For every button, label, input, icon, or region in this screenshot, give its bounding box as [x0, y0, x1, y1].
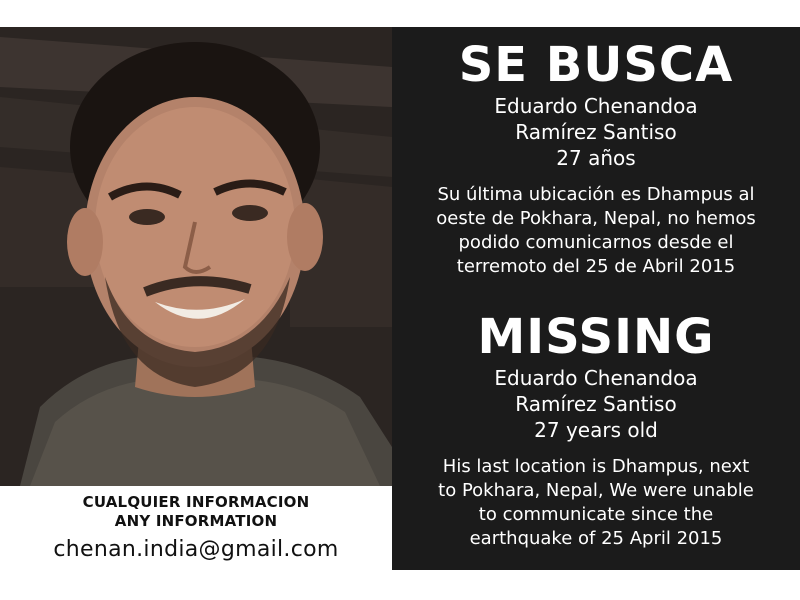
contact-label-en: ANY INFORMATION: [114, 512, 278, 530]
headline-missing: MISSING: [477, 309, 715, 365]
desc-line3-en: to communicate since the: [478, 504, 714, 525]
contact-email: chenan.india@gmail.com: [53, 537, 339, 562]
name-line2-es: Ramírez Santiso: [515, 120, 677, 144]
age-es: 27 años: [556, 146, 636, 170]
name-line1-en: Eduardo Chenandoa: [494, 366, 698, 390]
name-line2-en: Ramírez Santiso: [515, 392, 677, 416]
name-line1-es: Eduardo Chenandoa: [494, 94, 698, 118]
desc-line4-en: earthquake of 25 April 2015: [469, 528, 723, 549]
description-es: [392, 183, 800, 279]
desc-line4-es: terremoto del 25 de Abril 2015: [456, 256, 736, 277]
person-details-es: [392, 93, 800, 171]
desc-line1-es: Su última ubicación es Dhampus al: [437, 184, 755, 205]
missing-poster: [0, 27, 800, 570]
info-panel: [392, 27, 800, 570]
contact-box: [0, 486, 392, 570]
desc-line2-es: oeste de Pokhara, Nepal, no hemos: [436, 208, 756, 229]
desc-line2-en: to Pokhara, Nepal, We were unable: [438, 480, 754, 501]
desc-line3-es: podido comunicarnos desde el: [458, 232, 734, 253]
headline-se-busca: SE BUSCA: [458, 37, 734, 93]
age-en: 27 years old: [534, 418, 658, 442]
person-details-en: [392, 365, 800, 443]
description-en: [392, 455, 800, 551]
missing-person-photo: [0, 27, 392, 486]
contact-label-es: CUALQUIER INFORMACION: [82, 493, 310, 511]
desc-line1-en: His last location is Dhampus, next: [442, 456, 750, 477]
